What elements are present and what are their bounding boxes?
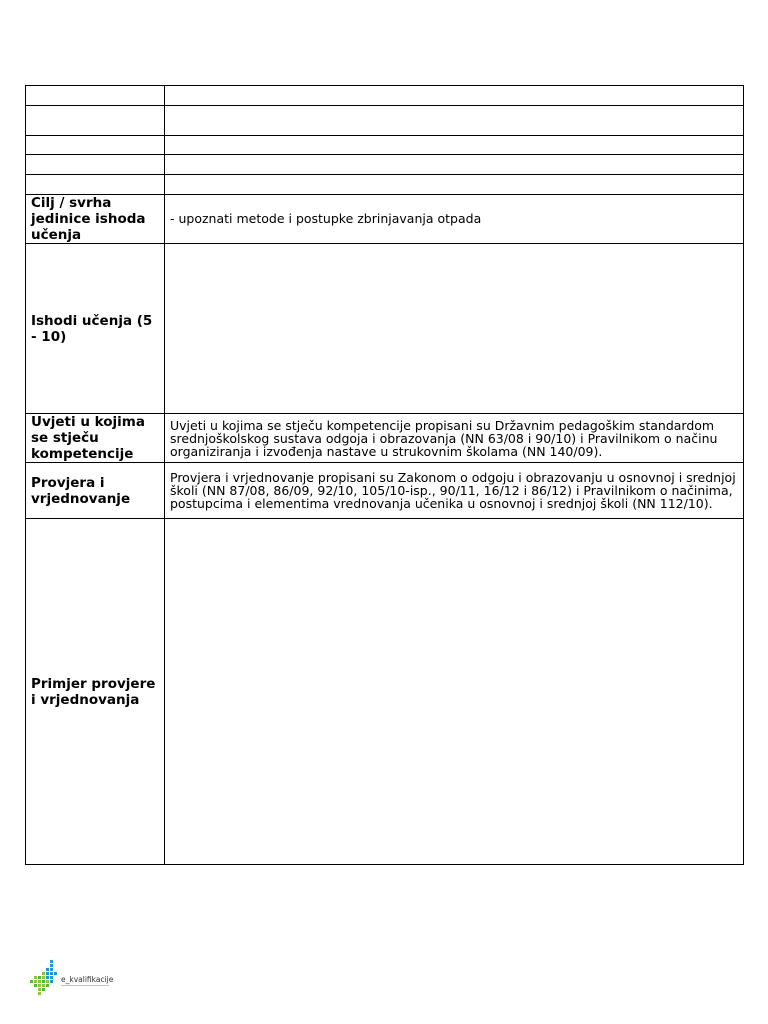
document-table [25,85,744,865]
assessment-label: Provjera i vrjednovanje [26,463,165,519]
table-row [26,86,744,106]
row-content [165,86,744,106]
learning-outcomes-label: Ishodi učenja (5 - 10) [26,244,165,414]
assessment-content: Provjera i vrjednovanje propisani su Zakonom o odgoju i obrazovanju u osnovnoj i srednjoj školi (NN 87/08, 86/09, 92/10, 105/10-isp., 90/11, 16/12 i 86/12) i Pravilnikom o načinima, postupcima i elementima vrednovanja učenika u osnovnoj i srednjoj školi (NN 112/10). [165,463,744,519]
logo-mark-icon [30,960,60,1000]
table-row [26,244,744,414]
row-content [165,175,744,195]
row-label [26,155,165,175]
table-row [26,463,744,519]
assessment-example-label: Primjer provjere i vrjednovanja [26,519,165,865]
logo-text: e_kvalifikacije [61,975,114,984]
table-row [26,155,744,175]
e-kvalifikacije-logo [30,960,120,1000]
conditions-label: Uvjeti u kojima se stječu kompetencije [26,414,165,463]
row-content [165,136,744,155]
row-label [26,136,165,155]
row-label [26,86,165,106]
row-label [26,175,165,195]
logo-underline [61,985,109,986]
table-row [26,136,744,155]
row-content [165,155,744,175]
objective-content: - upoznati metode i postupke zbrinjavanja otpada [165,195,744,244]
table-row [26,414,744,463]
conditions-content: Uvjeti u kojima se stječu kompetencije propisani su Državnim pedagoškim standardom srednjoškolskog sustava odgoja i obrazovanja (NN 63/08 i 90/10) i Pravilnikom o načinu organiziranja i izvođenja nastave u strukovnim školama (NN 140/09). [165,414,744,463]
table-row [26,175,744,195]
row-content [165,106,744,136]
learning-outcomes-content [165,244,744,414]
assessment-example-content [165,519,744,865]
table-row [26,195,744,244]
table-row [26,106,744,136]
table-row [26,519,744,865]
objective-label: Cilj / svrha jedinice ishoda učenja [26,195,165,244]
row-label [26,106,165,136]
